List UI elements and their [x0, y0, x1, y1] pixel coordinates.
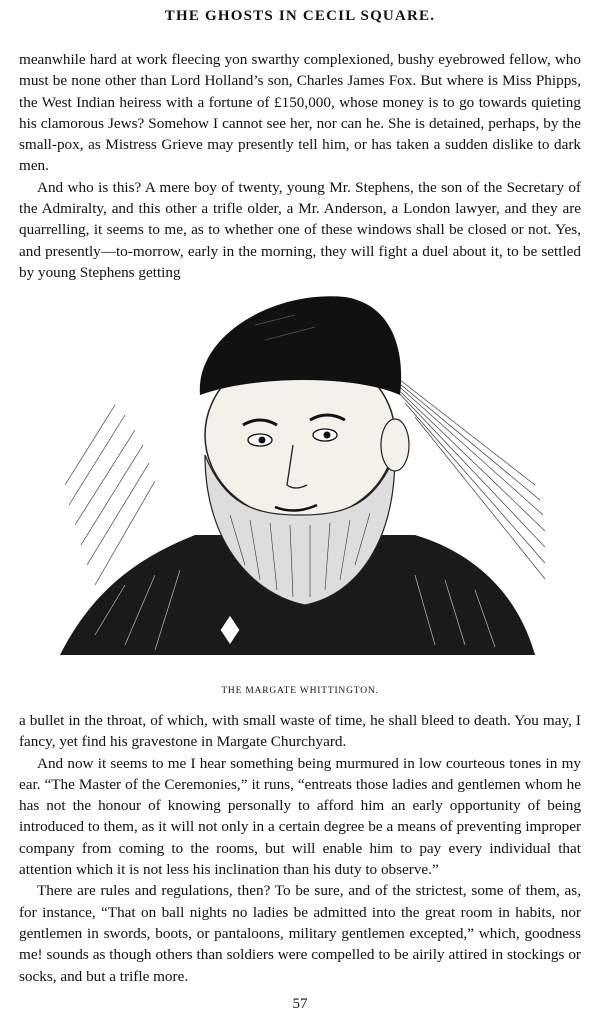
page-number: 57	[292, 996, 308, 1012]
paragraph: meanwhile hard at work fleecing yon swarthy complexioned, bushy eyebrowed fellow, who must be none other than Lord Holland’s son, Charles James Fox. But where is Miss Phipps, the West Indian heiress with a fortune of £150,000, whose money is to go towards quieting his clamorous Jews? Somehow I cannot see her, nor can he. She is detained, perhaps, by the small-pox, as Mistress Grieve may presently tell him, or has taken a sudden dislike to dark men.	[19, 51, 581, 175]
paragraph: There are rules and regulations, then? To be sure, and of the strictest, some of them, as, for instance, “That on ball nights no ladies be admitted into the great room in habits, nor gentlemen in swords, boots, or pantaloons, military gentlemen excepted,” which, goodness me! sounds as though others than soldiers were compelled to be airily attired in stockings or socks, and but a trifle more.	[19, 882, 581, 985]
ear	[381, 419, 409, 471]
paragraph: a bullet in the throat, of which, with small waste of time, he shall bleed to death. You may, I fancy, yet find his gravestone in Margate Churchyard.	[19, 712, 581, 751]
bottom-text-block	[19, 710, 581, 987]
left-pupil	[259, 437, 266, 444]
right-pupil	[324, 432, 331, 439]
paragraph: And who is this? A mere boy of twenty, young Mr. Stephens, the son of the Secretary of the Admiralty, and this other a trifle older, a Mr. Anderson, a London lawyer, and they are quarrelling, it seems to me, as to whether one of these windows shall be closed or not. Yes, and presently—to-morrow, early in the morning, they will fight a duel about it, to be settled by young Stephens getting	[19, 178, 581, 281]
figure-caption: THE MARGATE WHITTINGTON.	[221, 686, 379, 696]
running-head: THE GHOSTS IN CECIL SQUARE.	[164, 8, 436, 24]
top-text-block	[19, 49, 581, 283]
paragraph: And now it seems to me I hear something being murmured in low courteous tones in my ear. “The Master of the Ceremonies,” it runs, “entreats those ladies and gentlemen whom he has not the honour of knowing personally to afford him an early opportunity of being introduced to them, as it will not only in a certain degree be a means of preventing improper company from coming to the rooms, but will enable him to pay every individual that attention which it is not less his inclination than his duty to observe.”	[19, 754, 581, 879]
portrait-engraving	[55, 285, 545, 675]
